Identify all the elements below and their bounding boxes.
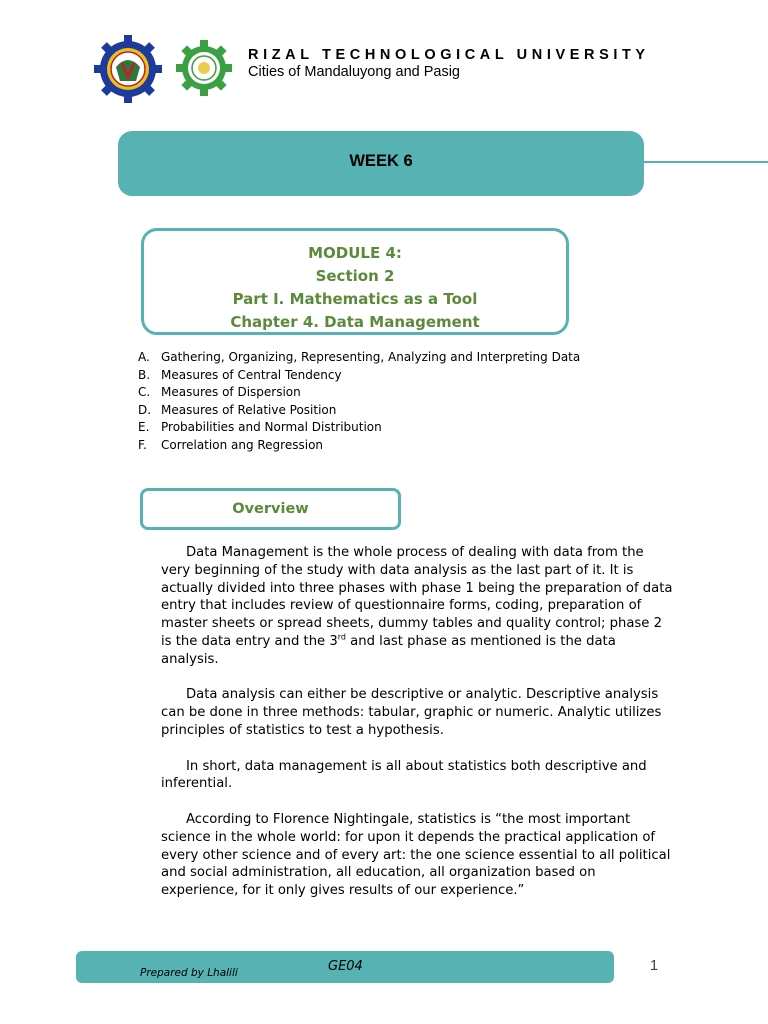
module-section: Section 2 (315, 267, 395, 285)
list-item (138, 349, 580, 367)
university-cities: Cities of Mandaluyong and Pasig (248, 64, 460, 80)
paragraph: According to Florence Nightingale, statistics is “the most important science in the whole world: for upon it depends the practical application of every other science and of every art: the one science essential to all political and social administration, all education, all organization based on experience, for it only gives results of our experience.” (161, 811, 671, 899)
week-banner (118, 131, 644, 196)
module-box (141, 228, 569, 335)
list-item-text: Measures of Dispersion (161, 385, 301, 400)
list-item-letter: D. (138, 402, 152, 417)
paragraph-text: Data Management is the whole process of dealing with data from the very beginning of the study with data analysis as the last part of it. It is actually divided into three phases with phase 1 being the preparation of data entry that includes review of questionnaire forms, coding, preparation of master sheets or spread sheets, dummy tables and quality control; phase 2 is the data entry and the 3 (161, 545, 673, 649)
paragraph: In short, data management is all about statistics both descriptive and inferential. (161, 758, 647, 792)
module-part: Part I. Mathematics as a Tool (232, 290, 478, 308)
list-item-letter: F. (138, 437, 147, 452)
banner-rule (644, 161, 768, 163)
prepared-by: Prepared by Lhalili (140, 967, 238, 979)
list-item-letter: E. (138, 420, 150, 435)
list-item-letter: B. (138, 367, 151, 382)
list-item (138, 402, 580, 420)
list-item-letter: A. (138, 350, 150, 364)
topic-list (138, 349, 580, 455)
list-item-letter: C. (138, 385, 151, 400)
module-chapter: Chapter 4. Data Management (230, 313, 480, 331)
list-item-text: Correlation ang Regression (161, 437, 324, 452)
page-number: 1 (650, 958, 659, 974)
list-item (138, 384, 580, 402)
university-name: RIZAL TECHNOLOGICAL UNIVERSITY (248, 47, 650, 63)
list-item-text: Gathering, Organizing, Representing, Analyzing and Interpreting Data (161, 350, 581, 364)
list-item-text: Measures of Central Tendency (161, 367, 342, 382)
list-item (138, 419, 580, 437)
list-item (138, 437, 580, 455)
week-title: WEEK 6 (349, 152, 413, 170)
list-item-text: Measures of Relative Position (161, 402, 337, 417)
ordinal-suffix: rd (337, 632, 346, 642)
list-item-text: Probabilities and Normal Distribution (161, 420, 382, 435)
course-code: GE04 (328, 959, 363, 974)
overview-heading: Overview (140, 488, 401, 530)
paragraph: Data analysis can either be descriptive or analytic. Descriptive analysis can be done in three methods: tabular, graphic or numeric. Analytic utilizes principles of statistics to test a hypothesis. (161, 687, 662, 738)
list-item (138, 367, 580, 385)
rtu-seal-logo (90, 35, 166, 103)
paragraph-text: and last phase as mentioned is the data analysis. (161, 633, 616, 667)
module-number: MODULE 4: (308, 244, 402, 262)
green-gear-seal-logo (174, 40, 234, 96)
overview-body (161, 544, 675, 918)
paragraph (161, 544, 675, 669)
